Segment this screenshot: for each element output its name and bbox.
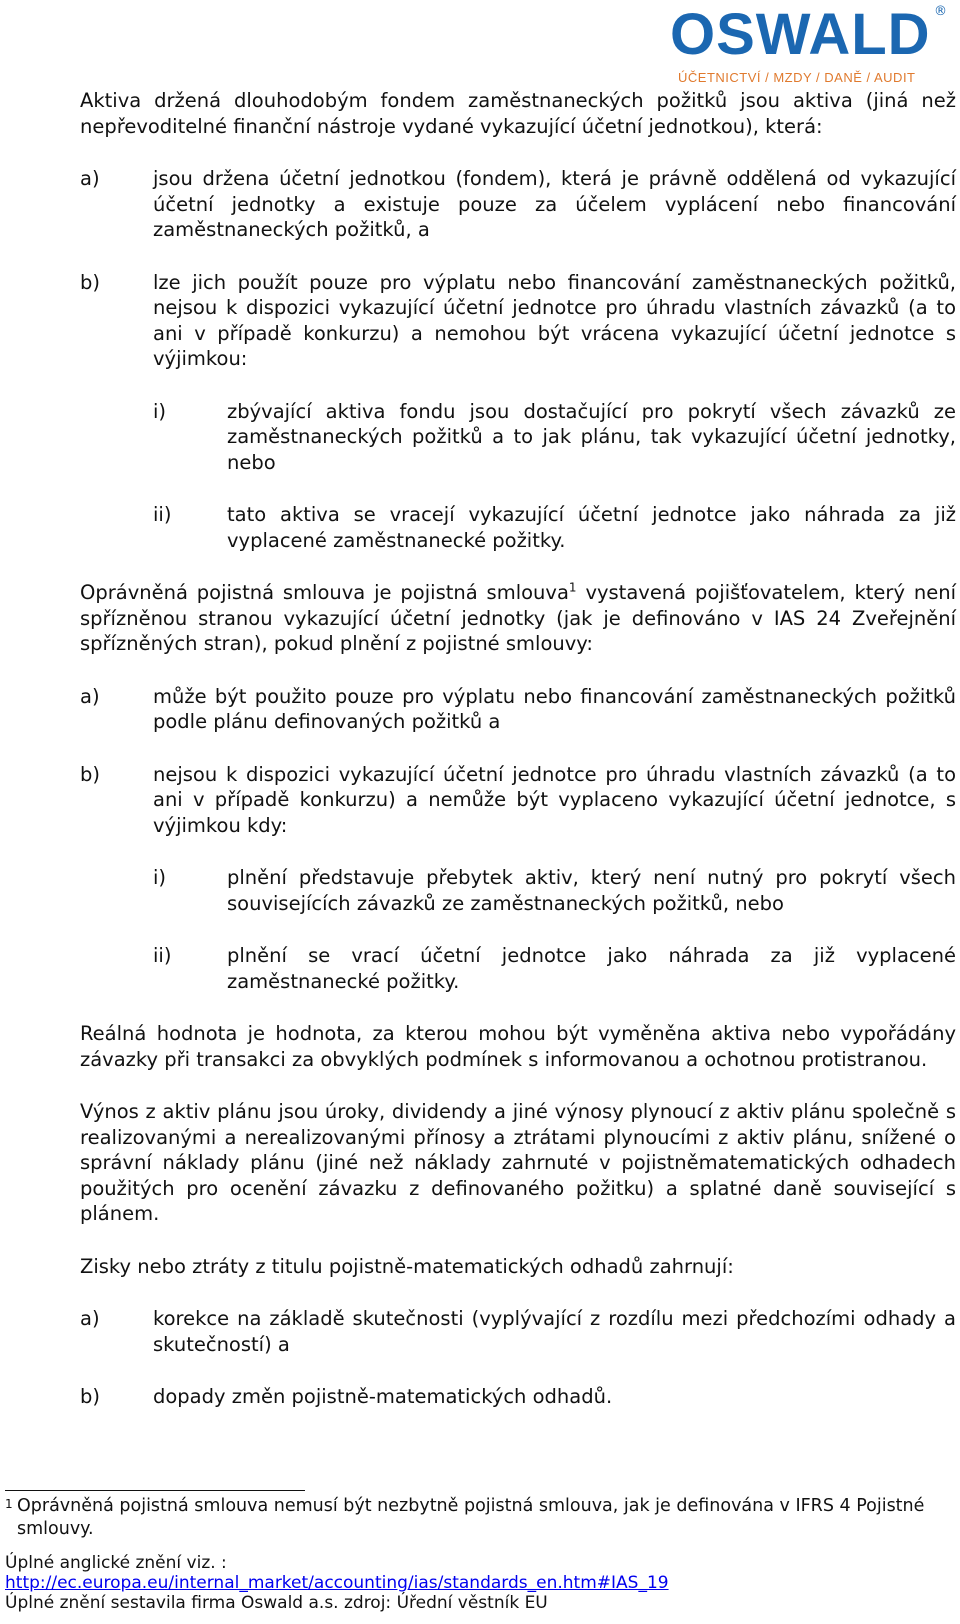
list-item: [80, 270, 956, 372]
list-marker: a): [80, 684, 100, 708]
list-text: dopady změn pojistně-matematických odhadů.: [153, 1385, 613, 1408]
logo-tagline: ÚČETNICTVÍ / MZDY / DANĚ / AUDIT: [678, 70, 916, 85]
list-marker: b): [80, 1385, 100, 1408]
list-marker: i): [153, 866, 167, 889]
footer-english-version-label: Úplné anglické znění viz. :: [5, 1553, 227, 1573]
list-marker: a): [80, 1307, 100, 1330]
list-marker: b): [80, 270, 100, 294]
sub-list-item: [80, 399, 956, 476]
footnote-number: 1: [5, 1497, 13, 1511]
qualifying-policy-intro: [80, 580, 956, 657]
list-text: korekce na základě skutečnosti (vyplývající z rozdílu mezi předchozími odhady a skutečností) a: [153, 1307, 956, 1356]
list-text: jsou držena účetní jednotkou (fondem), která je právně oddělená od vykazující účetní jednotky a existuje pouze za účelem vyplácení nebo financování zaměstnaneckých požitků, a: [153, 167, 956, 241]
actuarial-intro: Zisky nebo ztráty z titulu pojistně-matematických odhadů zahrnují:: [80, 1254, 734, 1278]
oswald-logo: [670, 4, 954, 90]
footnote-text: Oprávněná pojistná smlouva nemusí být nezbytně pojistná smlouva, jak je definována v IFRS 4 Pojistné smlouvy.: [17, 1496, 925, 1539]
sub-list-item: [80, 943, 956, 994]
source-link[interactable]: http://ec.europa.eu/internal_market/accounting/ias/standards_en.htm#IAS_19: [5, 1573, 669, 1593]
return-on-assets-paragraph: Výnos z aktiv plánu jsou úroky, dividendy a jiné výnosy plynoucí z aktiv plánu společně s realizovanými a nerealizovanými přínosy a ztrátami plynoucími z aktiv plánu, snížené o správní náklady plánu (jiné než náklady zahrnuté v pojistněmatematických odhadech použitých pro ocenění závazku z definovaného požitku) a splatné daně související s plánem.: [80, 1100, 956, 1225]
list-marker: ii): [153, 944, 172, 967]
list-item: [80, 166, 956, 243]
plan-assets-intro: Aktiva držená dlouhodobým fondem zaměstnaneckých požitků jsou aktiva (jiná než nepřevoditelné finanční nástroje vydané vykazující účetní jednotkou), která:: [80, 89, 956, 138]
list-text: plnění představuje přebytek aktiv, který není nutný pro pokrytí všech souvisejících závazků ze zaměstnaneckých požitků, nebo: [227, 866, 956, 915]
list-marker: ii): [153, 503, 172, 526]
policy-intro-part1: Oprávněná pojistná smlouva je pojistná smlouva: [80, 581, 569, 604]
list-text: tato aktiva se vracejí vykazující účetní jednotce jako náhrada za již vyplacené zaměstnanecké požitky.: [227, 503, 956, 552]
list-item: [80, 762, 956, 839]
footer-source-note: Úplné znění sestavila firma Oswald a.s. zdroj: Úřední věstník EU: [5, 1593, 548, 1613]
sub-list-item: [80, 502, 956, 553]
footnote-reference: 1: [568, 580, 577, 595]
registered-mark: ®: [934, 4, 947, 19]
list-text: nejsou k dispozici vykazující účetní jednotce pro úhradu vlastních závazků (a to ani v případě konkurzu) a nemůže být vyplaceno vykazující účetní jednotce, s výjimkou kdy:: [153, 762, 956, 837]
list-text: zbývající aktiva fondu jsou dostačující pro pokrytí všech závazků ze zaměstnaneckých požitků a to jak plánu, tak vykazující účetní jednotky, nebo: [227, 399, 956, 474]
list-marker: b): [80, 762, 100, 786]
fair-value-paragraph: Reálná hodnota je hodnota, za kterou mohou být vyměněna aktiva nebo vypořádány závazky při transakci za obvyklých podmínek s informovanou a ochotnou protistranou.: [80, 1022, 956, 1071]
list-item: [80, 1384, 956, 1410]
footnote: [5, 1495, 925, 1541]
list-marker: a): [80, 167, 100, 190]
page-footer: [5, 1553, 945, 1613]
sub-list-item: [80, 865, 956, 916]
list-text: lze jich použít pouze pro výplatu nebo financování zaměstnaneckých požitků, nejsou k dispozici vykazující účetní jednotce pro úhradu vlastních závazků (a to ani v případě konkurzu) a nemohou být vrácena vykazující účetní jednotce s výjimkou:: [153, 270, 956, 370]
policy-intro-part2: vystavená pojišťovatelem, který není spřízněnou stranou vykazující účetní jednotky (jak je definováno v IAS 24 Zveřejnění spřízněných stran), pokud plnění z pojistné smlouvy:: [80, 581, 956, 655]
footnote-divider: [5, 1490, 305, 1491]
list-item: [80, 684, 956, 735]
logo-wordmark: OSWALD: [670, 2, 931, 67]
list-text: plnění se vrací účetní jednotce jako náhrada za již vyplacené zaměstnanecké požitky.: [227, 944, 956, 993]
list-item: [80, 1306, 956, 1357]
document-body: [80, 88, 956, 1410]
list-marker: i): [153, 399, 167, 423]
list-text: může být použito pouze pro výplatu nebo financování zaměstnaneckých požitků podle plánu definovaných požitků a: [153, 684, 956, 733]
